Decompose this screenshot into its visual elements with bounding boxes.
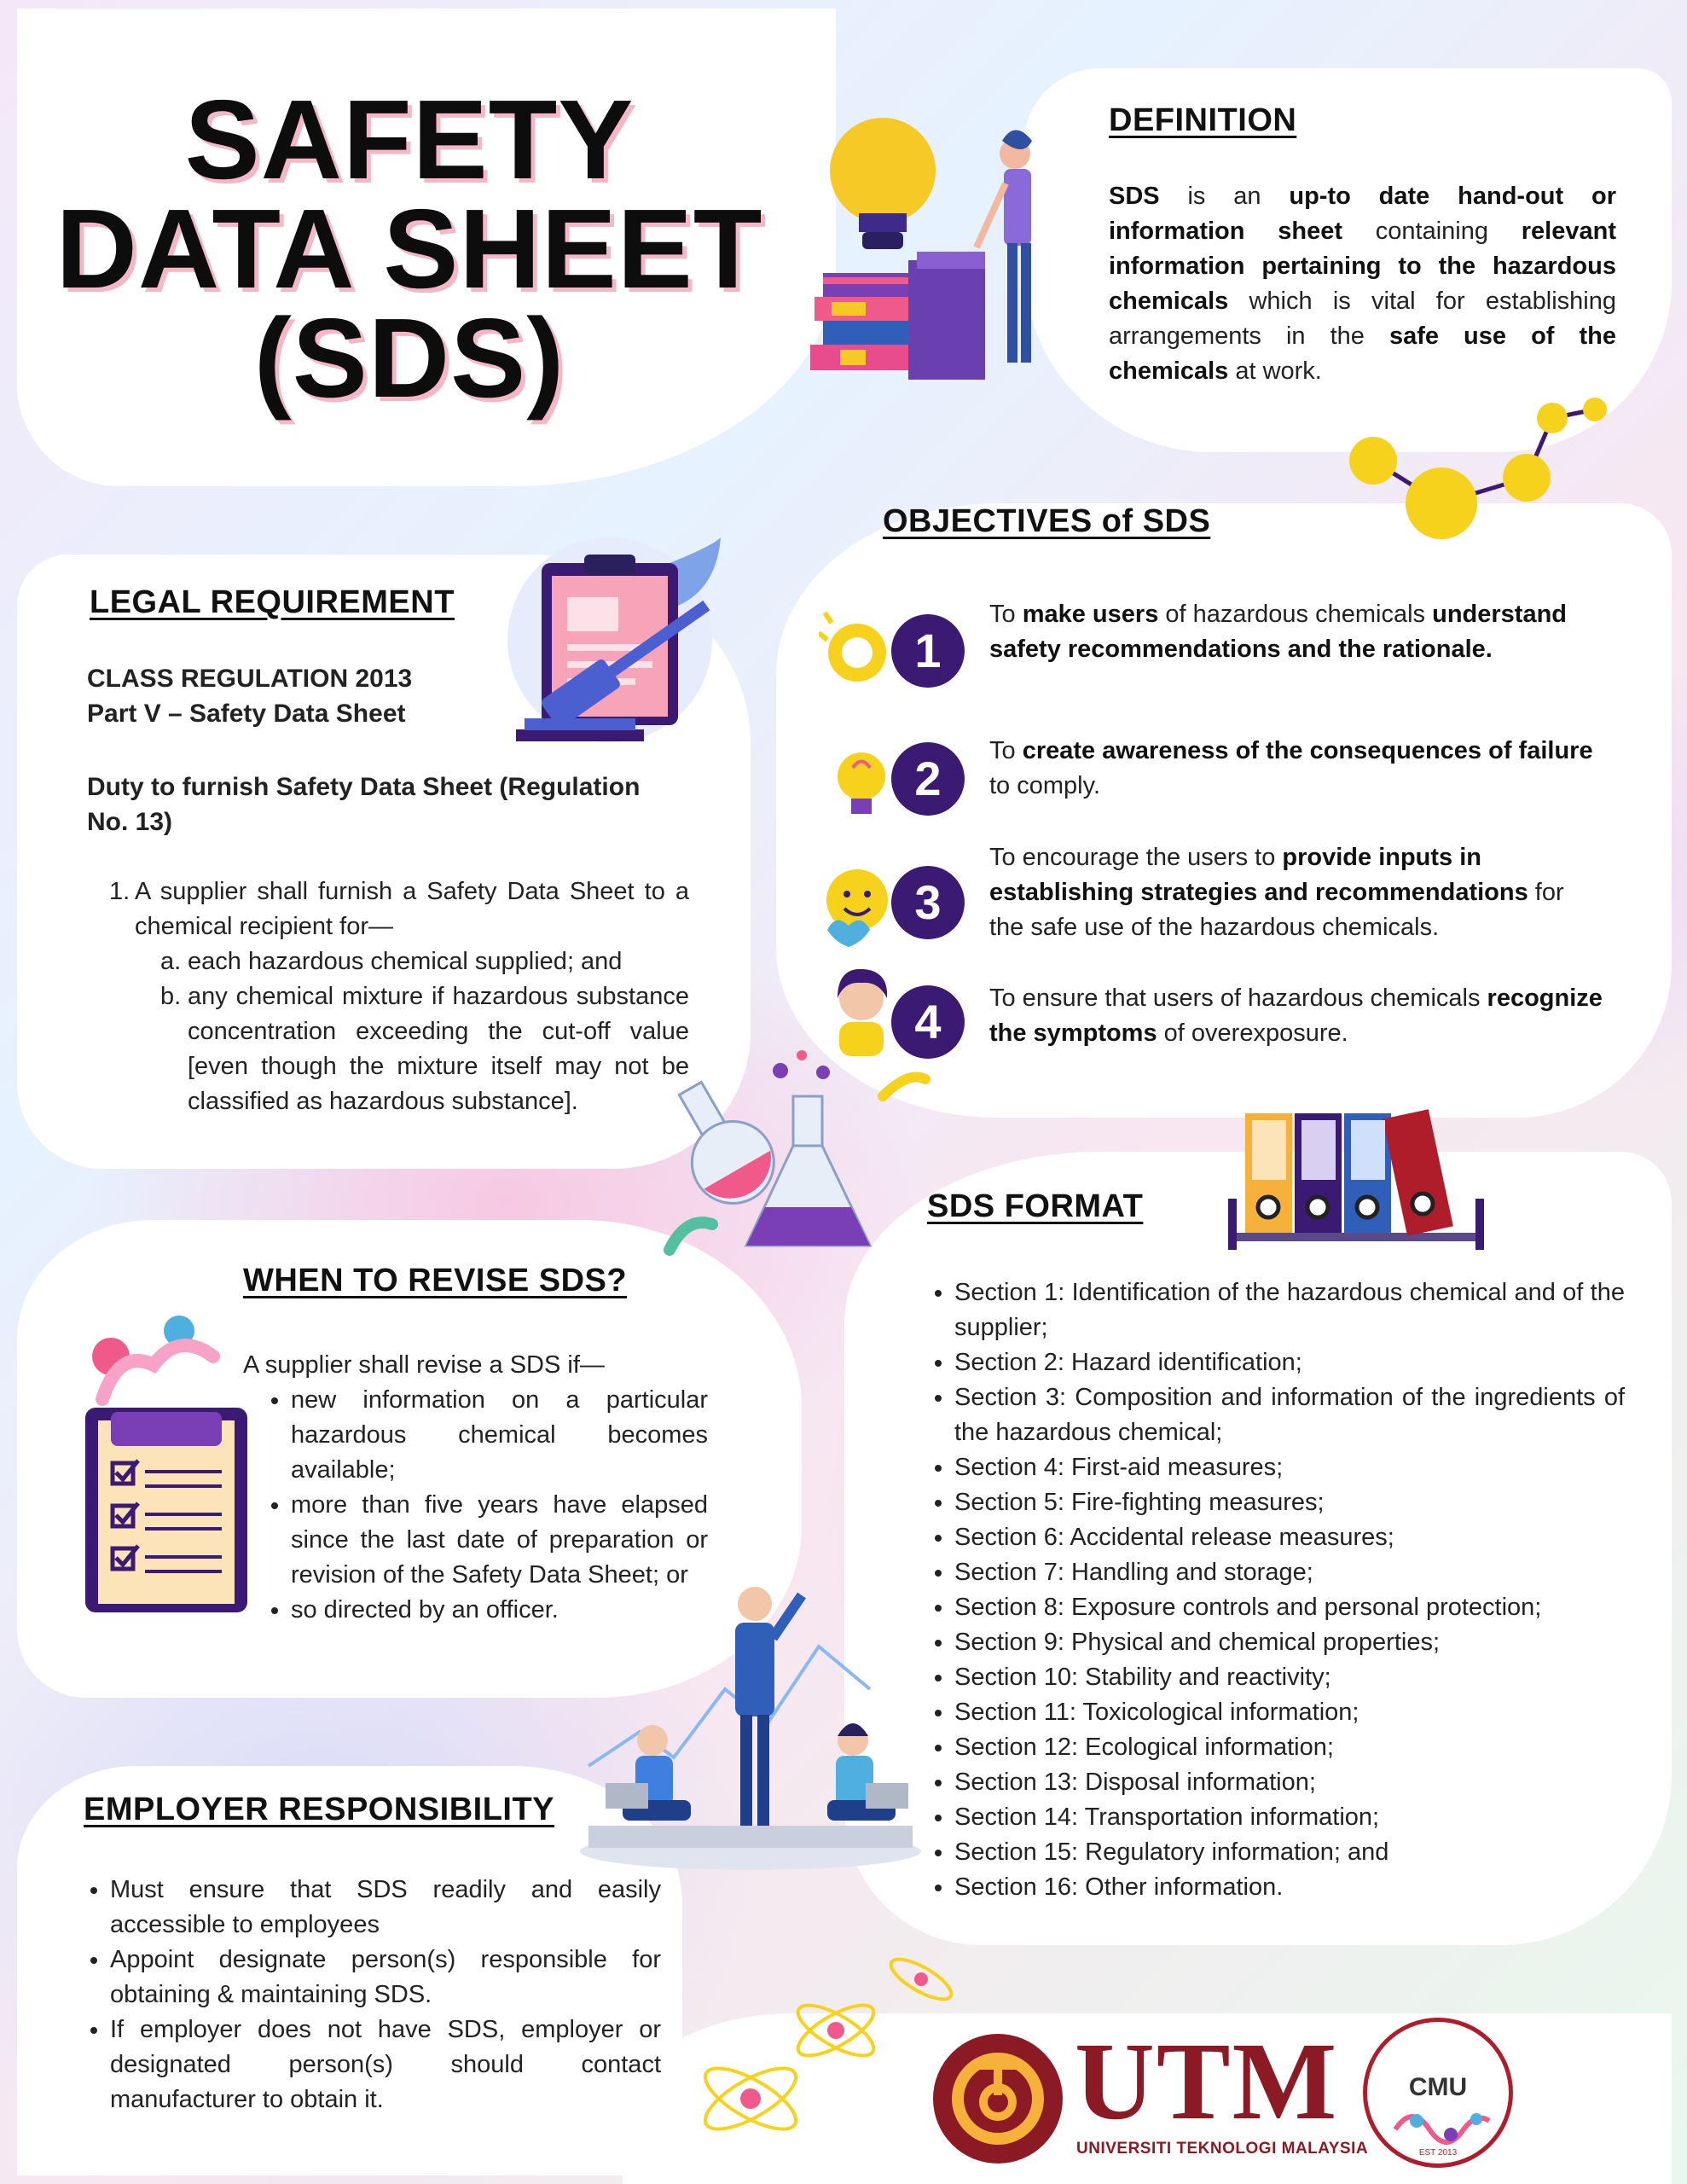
objective-4-text (989, 981, 1603, 1051)
objective-fragment: To ensure that users of hazardous chemicals (989, 985, 1481, 1012)
objective-number-4: 4 (891, 985, 965, 1059)
legal-item-1-row (109, 874, 689, 944)
format-item: • Section 14: Transportation information; (954, 1800, 1625, 1835)
objective-bold-fragment: recognize the symptoms (989, 985, 1603, 1047)
legal-item-1-text: A supplier shall furnish a Safety Data Sheet to a chemical recipient for— (135, 878, 689, 940)
format-item: • Section 15: Regulatory information; and (954, 1835, 1625, 1870)
objective-fragment: To (989, 737, 1016, 764)
employer-item: • Must ensure that SDS readily and easily accessible to employees (110, 1873, 661, 1943)
definition-fragment: which is vital for establishing arrangements in the (1109, 288, 1616, 350)
cmu-logo (1363, 2018, 1513, 2168)
objective-fragment: To (989, 601, 1016, 628)
legal-heading: LEGAL REQUIREMENT (90, 584, 455, 620)
legal-sub-a-row (160, 944, 689, 979)
poster-frame (26, 17, 1661, 2167)
format-item: • Section 2: Hazard identification; (954, 1345, 1625, 1380)
format-item: • Section 6: Accidental release measures; (954, 1520, 1625, 1555)
format-item: • Section 8: Exposure controls and personal protection; (954, 1590, 1625, 1625)
objective-fragment: To encourage the users to (989, 844, 1276, 871)
legal-sub-a-text: each hazardous chemical supplied; and (188, 948, 623, 975)
molecule-icon (1305, 384, 1629, 555)
legal-sub-b-text: any chemical mixture if hazardous substance concentration exceeding the cut-off value [even though the mixture itself may not be classified as hazardous substance]. (188, 983, 689, 1115)
format-item: • Section 12: Ecological information; (954, 1730, 1625, 1765)
cmu-molecule-icon (1391, 2104, 1493, 2146)
cmu-logo-text: CMU (1408, 2073, 1468, 2101)
format-item: • Section 7: Handling and storage; (954, 1555, 1625, 1590)
format-item: • Section 16: Other information. (954, 1870, 1625, 1905)
objective-bold-fragment: understand safety recommendations and the rationale. (989, 601, 1568, 663)
atom-icon (682, 1954, 964, 2167)
format-item: • Section 5: Fire-fighting measures; (954, 1485, 1625, 1520)
legal-item-1 (109, 874, 689, 1119)
utm-logo-text: UTM (1075, 2020, 1339, 2143)
employer-heading: EMPLOYER RESPONSIBILITY (84, 1792, 555, 1827)
cmu-logo-est: EST 2013 (1418, 2148, 1458, 2158)
team-business-illustration (571, 1570, 947, 1877)
employer-item: • If employer does not have SDS, employer or designated person(s) should contact manufacturer to obtain it. (110, 2013, 661, 2117)
format-heading: SDS FORMAT (927, 1188, 1144, 1224)
revise-heading: WHEN TO REVISE SDS? (243, 1263, 628, 1298)
employer-list (81, 1873, 661, 2117)
objective-fragment: for the safe use of the hazardous chemicals. (989, 879, 1564, 941)
revise-intro: A supplier shall revise a SDS if— (243, 1351, 605, 1379)
legal-item-1-num: 1. (109, 878, 130, 905)
legal-sub-b-row (160, 979, 689, 1119)
objective-fragment: of hazardous chemicals (1165, 601, 1426, 628)
title-line-1: SAFETY (184, 77, 635, 202)
objective-bold-fragment: provide inputs in establishing strategies and recommendations (989, 844, 1528, 906)
lightbulb-books-illustration (806, 102, 1087, 392)
regulation-part: Part V – Safety Data Sheet (87, 700, 406, 728)
objective-number-3: 3 (891, 866, 965, 939)
revise-item: • new information on a particular hazardous chemical becomes available; (291, 1383, 708, 1488)
page-title (26, 77, 793, 421)
objective-fragment: to comply. (989, 772, 1101, 799)
definition-fragment: at work. (1235, 357, 1322, 385)
utm-logo-subtitle: UNIVERSITI TEKNOLOGI MALAYSIA (1076, 2140, 1369, 2158)
utm-seal-logo (930, 2030, 1066, 2167)
legal-regulation (87, 661, 616, 731)
legal-sub-b-label: b. (160, 983, 182, 1010)
format-list-container (925, 1275, 1625, 1905)
lightbulb-hand-icon (819, 606, 896, 691)
lightbulb-idea-icon (827, 742, 896, 828)
format-item: • Section 11: Toxicological information; (954, 1695, 1625, 1730)
definition-heading: DEFINITION (1109, 102, 1297, 138)
format-item: • Section 10: Stability and reactivity; (954, 1660, 1625, 1695)
definition-text (1109, 179, 1616, 389)
objective-2-text (989, 734, 1603, 804)
sick-person-icon (827, 964, 896, 1058)
objective-number-1: 1 (891, 614, 965, 688)
format-item: • Section 9: Physical and chemical properties; (954, 1625, 1625, 1660)
definition-bold-fragment: relevant information pertaining to the hazardous chemicals (1109, 218, 1616, 315)
format-item: • Section 4: First-aid measures; (954, 1450, 1625, 1485)
employer-item: • Appoint designate person(s) responsible for obtaining & maintaining SDS. (110, 1943, 661, 2013)
definition-fragment: is an (1187, 183, 1261, 210)
objectives-heading: OBJECTIVES of SDS (883, 503, 1211, 539)
binders-shelf-icon (1220, 1088, 1493, 1258)
lab-flasks-illustration (652, 1045, 934, 1267)
definition-fragment: containing (1375, 218, 1488, 245)
revise-item: • so directed by an officer. (291, 1593, 708, 1628)
objective-bold-fragment: create awareness of the consequences of failure (1022, 737, 1593, 764)
objective-number-2: 2 (891, 742, 965, 816)
definition-bold-fragment: up-to date hand-out or information sheet (1109, 183, 1616, 245)
employer-list-container (81, 1873, 661, 2117)
definition-term: SDS (1109, 183, 1160, 210)
revise-item: • more than five years have elapsed since the last date of preparation or revision of the Safety Data Sheet; or (291, 1488, 708, 1593)
format-item: • Section 1: Identification of the hazardous chemical and of the supplier; (954, 1275, 1625, 1345)
format-item: • Section 13: Disposal information; (954, 1765, 1625, 1800)
objective-fragment: of overexposure. (1163, 1019, 1348, 1047)
format-item: • Section 3: Composition and information of the ingredients of the hazardous chemical; (954, 1380, 1625, 1450)
title-line-2: DATA SHEET (55, 186, 763, 311)
legal-sub-a-label: a. (160, 948, 182, 975)
title-line-3: (SDS) (253, 295, 565, 421)
smiley-heart-icon (819, 862, 896, 947)
checklist-icon (51, 1297, 273, 1647)
objective-1-text (989, 597, 1603, 667)
format-list (925, 1275, 1625, 1905)
objective-bold-fragment: make users (1022, 601, 1159, 628)
objective-3-text (989, 840, 1603, 945)
regulation-title: CLASS REGULATION 2013 (87, 665, 413, 693)
legal-duty: Duty to furnish Safety Data Sheet (Regulation No. 13) (87, 773, 641, 836)
definition-bold-fragment: safe use of the chemicals (1109, 322, 1616, 385)
